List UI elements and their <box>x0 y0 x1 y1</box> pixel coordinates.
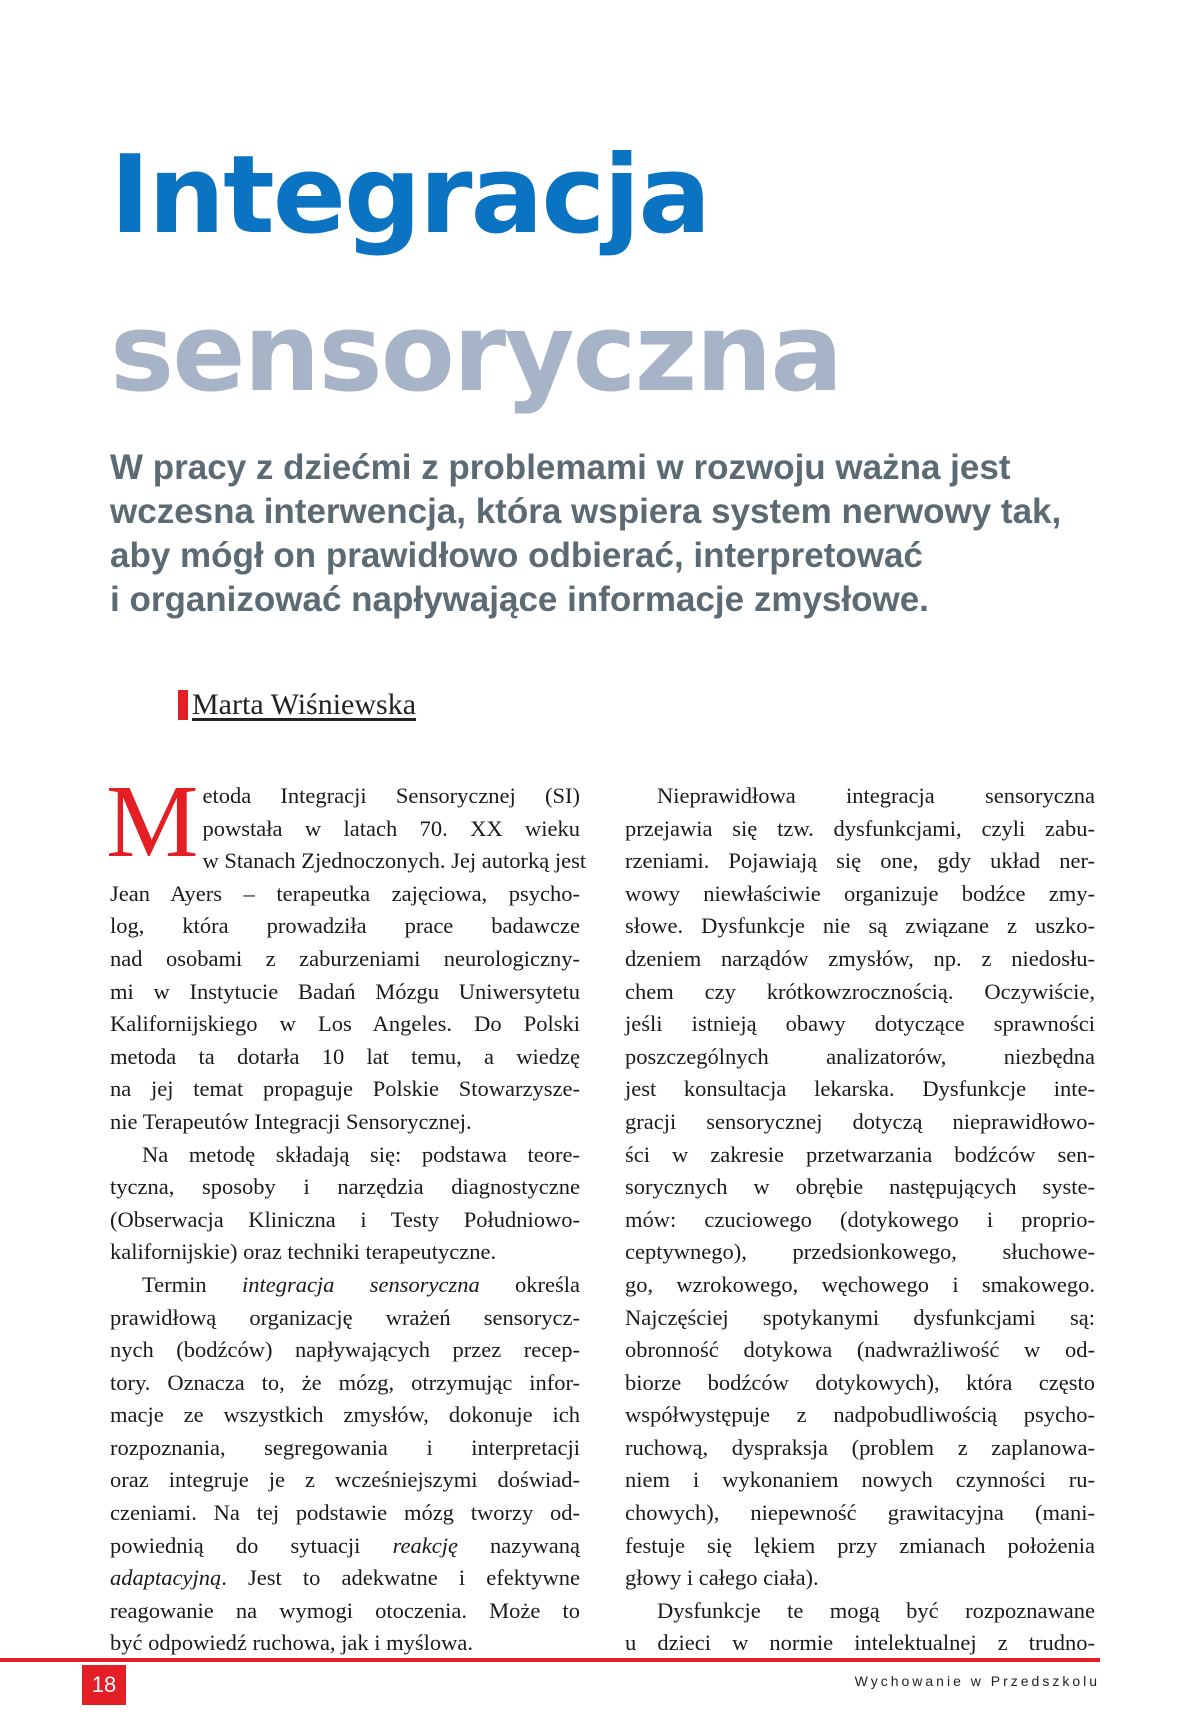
text-line: na jej temat propaguje Polskie Stowarzysze- <box>110 1076 580 1102</box>
text-line: mi w Instytucie Badań Mózgu Uniwersytetu <box>110 978 580 1004</box>
emphasis-term: integracja sensoryczna <box>241 1271 480 1297</box>
text-line: nad osobami z zaburzeniami neurologiczny- <box>110 945 580 971</box>
text-run: nazywaną <box>457 1532 580 1558</box>
text-line: oraz integruje je z wcześniejszymi doświad- <box>110 1467 580 1493</box>
text-line: sorycznych w obrębie następujących syste- <box>625 1174 1095 1200</box>
text-line: biorze bodźców dotykowych), która często <box>625 1369 1095 1395</box>
author-marker <box>178 690 188 720</box>
text-line: rozpoznania, segregowania i interpretacji <box>110 1434 580 1460</box>
publication-name: Wychowanie w Przedszkolu <box>854 1673 1100 1689</box>
text-line: ceptywnego), przedsionkowego, słuchowe- <box>625 1239 1095 1265</box>
lead-line: i organizować napływające informacje zmysłowe. <box>110 580 929 619</box>
lead-line: aby mógł on prawidłowo odbierać, interpretować <box>110 536 923 575</box>
text-run: określa <box>479 1271 580 1297</box>
text-line: przejawia się tzw. dysfunkcjami, czyli zabu- <box>625 815 1095 841</box>
lead-line: wczesna interwencja, która wspiera system nerwowy tak, <box>110 492 1062 531</box>
text-line: w Stanach Zjednoczonych. Jej autorką jest <box>202 848 587 874</box>
text-line: jeśli istnieją obawy dotyczące sprawności <box>625 1011 1095 1037</box>
text-line: kalifornijskie) oraz techniki terapeutyczne. <box>110 1239 497 1265</box>
text-line: powstała w latach 70. XX wieku <box>202 815 580 841</box>
text-line: Najczęściej spotykanymi dysfunkcjami są: <box>625 1304 1095 1330</box>
text-line: czeniami. Na tej podstawie mózg tworzy od- <box>110 1500 580 1526</box>
emphasis-term: adaptacyjną <box>110 1565 222 1591</box>
text-line <box>110 1530 580 1563</box>
text-line: głowy i całego ciała). <box>625 1565 819 1591</box>
text-line: reagowanie na wymogi otoczenia. Może to <box>110 1597 580 1623</box>
text-line: log, która prowadziła prace badawcze <box>110 913 580 939</box>
text-line: gracji sensorycznej dotyczą nieprawidłowo- <box>625 1108 1095 1134</box>
text-run: powiednią do sytuacji <box>110 1532 393 1558</box>
text-line: być odpowiedź ruchowa, jak i myślowa. <box>110 1630 474 1656</box>
lead-line: W pracy z dziećmi z problemami w rozwoju ważna jest <box>110 448 1011 487</box>
text-line: chowych), niepewność grawitacyjna (mani- <box>625 1500 1095 1526</box>
text-line: dzeniem narządów zmysłów, np. z niedosłu- <box>625 945 1095 971</box>
text-line: macje ze wszystkich zmysłów, dokonuje ich <box>110 1402 580 1428</box>
text-line: poszczególnych analizatorów, niezbędna <box>625 1043 1095 1069</box>
text-line: niem i wykonaniem nowych czynności ru- <box>625 1467 1095 1493</box>
text-line: ruchową, dyspraksja (problem z zaplanowa- <box>625 1434 1095 1460</box>
right-column <box>625 780 1095 1660</box>
text-line: etoda Integracji Sensorycznej (SI) <box>202 783 580 808</box>
text-line: prawidłową organizację wrażeń sensorycz- <box>110 1304 580 1330</box>
text-line: tyczna, sposoby i narzędzia diagnostyczne <box>110 1174 580 1200</box>
text-line: Jean Ayers – terapeutka zajęciowa, psycho- <box>110 880 580 906</box>
text-line: jest konsultacja lekarska. Dysfunkcje inte- <box>625 1076 1095 1102</box>
drop-cap: M <box>106 764 199 879</box>
text-line: obronność dotykowa (nadwrażliwość w od- <box>625 1337 1095 1363</box>
text-line: (Obserwacja Kliniczna i Testy Południowo- <box>110 1206 580 1232</box>
text-line: chem czy krótkowzrocznością. Oczywiście, <box>625 978 1095 1004</box>
text-line <box>110 1269 580 1302</box>
text-line: Dysfunkcje te mogą być rozpoznawane <box>657 1597 1095 1623</box>
text-run: Termin <box>142 1271 242 1297</box>
left-column <box>106 764 587 1660</box>
text-line: nych (bodźców) napływających przez recep- <box>110 1337 580 1363</box>
text-line: mów: czuciowego (dotykowego i proprio- <box>625 1206 1095 1232</box>
footer-rule <box>0 1658 1100 1662</box>
text-line: Na metodę składają się: podstawa teore- <box>142 1141 580 1167</box>
text-run: . Jest to adekwatne i efektywne <box>221 1565 580 1591</box>
text-line: go, wzrokowego, węchowego i smakowego. <box>625 1271 1095 1297</box>
text-line: u dzieci w normie intelektualnej z trudno- <box>625 1630 1095 1656</box>
text-line: wowy niewłaściwie organizuje bodźce zmy- <box>625 880 1095 906</box>
text-line: słowe. Dysfunkcje nie są związane z uszko- <box>625 913 1095 939</box>
text-line: Kalifornijskiego w Los Angeles. Do Polski <box>110 1011 580 1037</box>
author-name: Marta Wiśniewska <box>192 688 417 721</box>
text-line: tory. Oznacza to, że mózg, otrzymując infor- <box>110 1369 580 1395</box>
text-line: współwystępuje z nadpobudliwością psycho- <box>625 1402 1095 1428</box>
text-line: Nieprawidłowa integracja sensoryczna <box>657 783 1095 808</box>
text-line <box>110 1562 580 1595</box>
page-number: 18 <box>82 1665 126 1705</box>
article-title-line1: Integracja <box>110 133 710 258</box>
text-line: metoda ta dotarła 10 lat temu, a wiedzę <box>110 1043 580 1069</box>
emphasis-term: reakcję <box>392 1532 458 1558</box>
article-lead <box>110 446 1100 622</box>
text-line: ści w zakresie przetwarzania bodźców sen- <box>625 1141 1095 1167</box>
article-title-line2: sensoryczna <box>110 291 842 416</box>
text-line: festuje się lękiem przy zmianach położenia <box>625 1532 1095 1558</box>
text-line: rzeniami. Pojawiają się one, gdy układ ner- <box>625 848 1095 874</box>
text-line: nie Terapeutów Integracji Sensorycznej. <box>110 1108 472 1134</box>
